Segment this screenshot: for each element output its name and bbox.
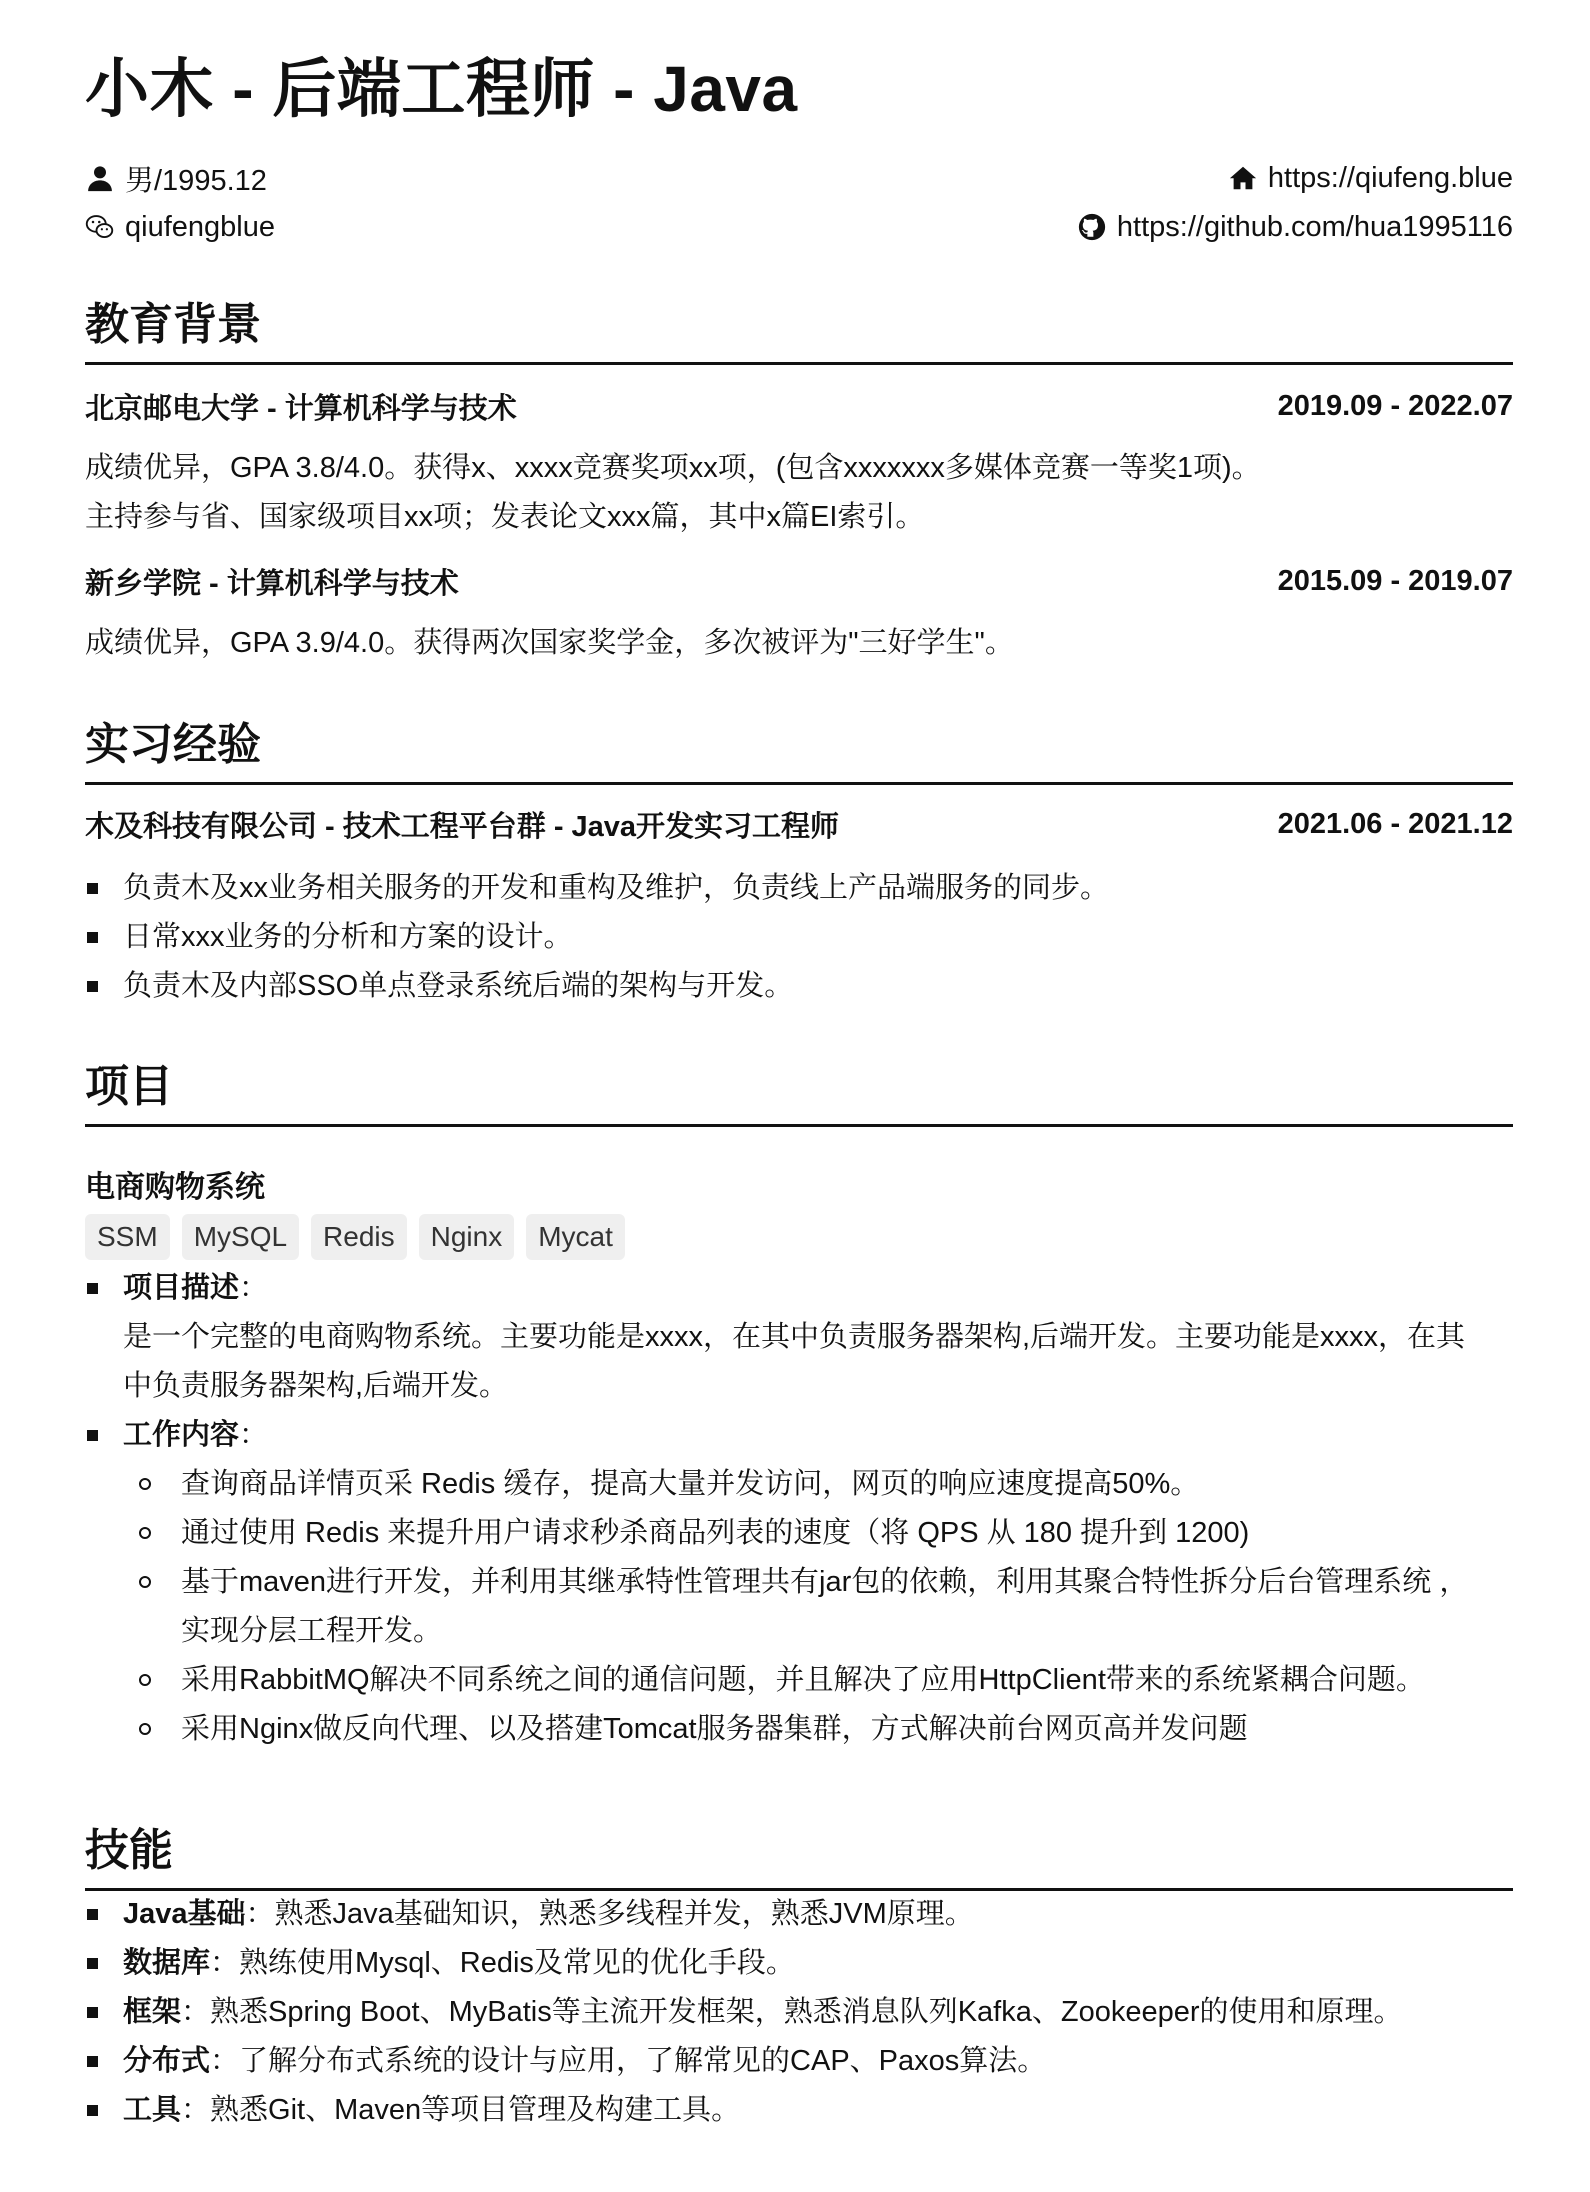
tech-tag: Redis <box>311 1214 407 1260</box>
skill-item <box>85 1988 1513 2037</box>
description-text: 是一个完整的电商购物系统。主要功能是xxxx，在其中负责服务器架构,后端开发。主要功能是xxxx，在其中负责服务器架构,后端开发。 <box>123 1321 1466 1402</box>
colon: ： <box>210 2045 240 2077</box>
list-item: 负责木及xx业务相关服务的开发和重构及维护，负责线上产品端服务的同步。 <box>85 864 1513 913</box>
internship-entry <box>85 802 1513 846</box>
work-label: 工作内容 <box>123 1419 240 1451</box>
tech-tag: SSM <box>85 1214 170 1260</box>
projects-heading: 项目 <box>85 1050 1513 1127</box>
github-icon <box>1077 212 1107 242</box>
school-name: 北京邮电大学 - 计算机科学与技术 <box>85 392 517 425</box>
github-row <box>1077 205 1513 249</box>
tech-tag: Mycat <box>526 1214 625 1260</box>
skill-text: 熟悉Spring Boot、MyBatis等主流开发框架，熟悉消息队列Kafka、Zookeeper的使用和原理。 <box>210 1996 1403 2028</box>
skill-text: 熟悉Java基础知识，熟悉多线程并发，熟悉JVM原理。 <box>274 1898 974 1930</box>
list-item: 负责木及内部SSO单点登录系统后端的架构与开发。 <box>85 962 1513 1011</box>
colon: ： <box>210 1947 240 1979</box>
school-name: 新乡学院 - 计算机科学与技术 <box>85 567 459 600</box>
home-icon <box>1228 163 1258 193</box>
internship-bullets <box>85 864 1513 1011</box>
colon: ： <box>181 2094 211 2126</box>
skill-item <box>85 1890 1513 1939</box>
list-item: 基于maven进行开发，并利用其继承特性管理共有jar包的依赖，利用其聚合特性拆分后台管理系统 ，实现分层工程开发。 <box>123 1558 1493 1656</box>
tech-tag: Nginx <box>419 1214 515 1260</box>
tech-tags <box>85 1214 625 1260</box>
skill-text: 熟练使用Mysql、Redis及常见的优化手段。 <box>239 1947 795 1979</box>
project-description <box>85 1264 1513 1411</box>
education-heading: 教育背景 <box>85 288 1513 365</box>
skill-item <box>85 2086 1513 2135</box>
user-icon <box>85 163 115 193</box>
project-name: 电商购物系统 <box>85 1171 265 1204</box>
skill-item <box>85 1939 1513 1988</box>
skill-item <box>85 2037 1513 2086</box>
education-detail-line: 成绩优异，GPA 3.8/4.0。获得x、xxxx竞赛奖项xx项，(包含xxxxxxx多媒体竞赛一等奖1项)。 <box>85 452 1261 484</box>
website-link[interactable]: https://qiufeng.blue <box>1267 161 1513 194</box>
skill-label: 分布式 <box>123 2045 211 2077</box>
skill-label: 数据库 <box>123 1947 211 1979</box>
education-detail-line: 成绩优异，GPA 3.9/4.0。获得两次国家奖学金，多次被评为"三好学生"。 <box>85 627 1014 659</box>
gender-birth-text: 男/1995.12 <box>125 164 267 197</box>
colon: ： <box>239 1419 269 1451</box>
project-work <box>85 1411 1513 1754</box>
education-detail-line: 主持参与省、国家级项目xx项；发表论文xxx篇，其中x篇EI索引。 <box>85 501 925 533</box>
resume-title: 小木 - 后端工程师 - Java <box>85 53 798 125</box>
company-role: 木及科技有限公司 - 技术工程平台群 - Java开发实习工程师 <box>85 810 840 843</box>
list-item: 查询商品详情页采 Redis 缓存，提高大量并发访问，网页的响应速度提高50%。 <box>123 1460 1493 1509</box>
list-item: 采用Nginx做反向代理、以及搭建Tomcat服务器集群，方式解决前台网页高并发问题 <box>123 1705 1493 1754</box>
wechat-icon <box>85 212 115 242</box>
website-row <box>1228 156 1513 200</box>
gender-birth-row <box>85 156 267 200</box>
list-item: 日常xxx业务的分析和方案的设计。 <box>85 913 1513 962</box>
list-item: 通过使用 Redis 来提升用户请求秒杀商品列表的速度（将 QPS 从 180 提升到 1200) <box>123 1509 1493 1558</box>
skill-label: Java基础 <box>123 1898 246 1930</box>
internship-heading: 实习经验 <box>85 708 1513 785</box>
education-dates: 2015.09 - 2019.07 <box>1277 564 1513 597</box>
list-item: 采用RabbitMQ解决不同系统之间的通信问题，并且解决了应用HttpClient带来的系统紧耦合问题。 <box>123 1656 1493 1705</box>
tech-tag: MySQL <box>182 1214 299 1260</box>
colon: ： <box>181 1996 211 2028</box>
education-entry-1 <box>85 384 1513 428</box>
education-dates: 2019.09 - 2022.07 <box>1277 389 1513 422</box>
colon: ： <box>245 1898 275 1930</box>
wechat-row <box>85 205 275 249</box>
education-entry-2 <box>85 559 1513 603</box>
internship-dates: 2021.06 - 2021.12 <box>1277 807 1513 840</box>
colon: ： <box>239 1272 269 1304</box>
skill-text: 熟悉Git、Maven等项目管理及构建工具。 <box>210 2094 741 2126</box>
description-label: 项目描述 <box>123 1272 240 1304</box>
wechat-id[interactable]: qiufengblue <box>125 210 275 243</box>
skills-heading: 技能 <box>85 1814 1513 1891</box>
skill-label: 框架 <box>123 1996 182 2028</box>
github-link[interactable]: https://github.com/hua1995116 <box>1116 210 1513 243</box>
skill-label: 工具 <box>123 2094 182 2126</box>
project-details <box>85 1264 1513 1754</box>
skills-list <box>85 1890 1513 2135</box>
work-items <box>123 1460 1513 1754</box>
skill-text: 了解分布式系统的设计与应用，了解常见的CAP、Paxos算法。 <box>239 2045 1047 2077</box>
